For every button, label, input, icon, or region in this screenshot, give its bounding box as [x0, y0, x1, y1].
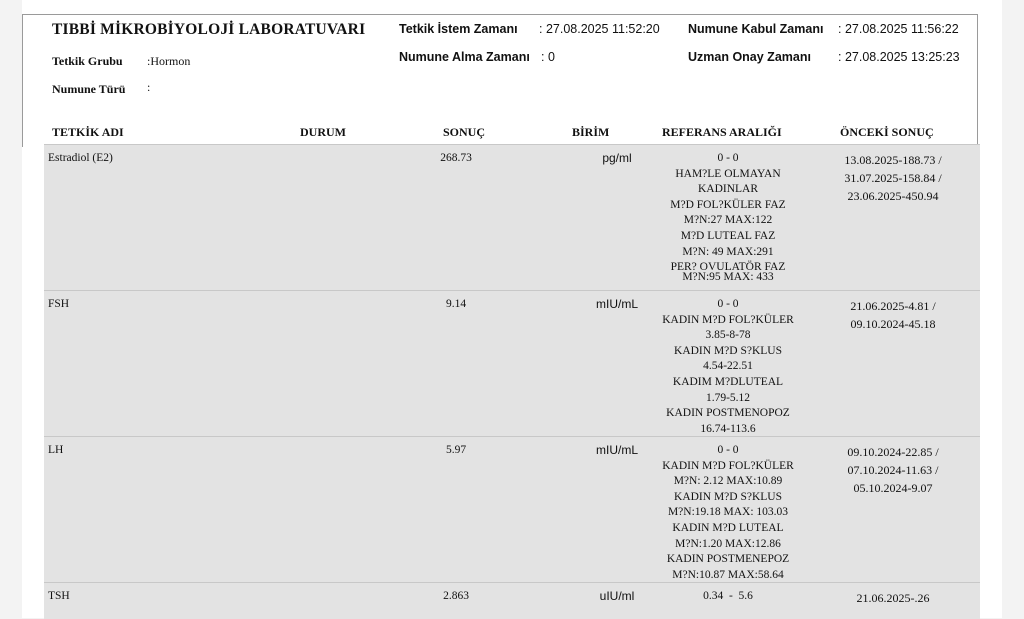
ref-line: KADIN POSTMENEPOZ — [666, 553, 790, 566]
test-unit: mIU/mL — [596, 297, 638, 311]
table-row — [44, 436, 980, 582]
col-previous-header: ÖNCEKİ SONUÇ — [840, 125, 934, 139]
table-row — [44, 290, 980, 436]
ref-line: M?D LUTEAL FAZ — [680, 229, 776, 242]
ref-line: KADIN M?D FOL?KÜLER — [662, 459, 794, 472]
test-result: 9.14 — [445, 298, 467, 310]
ref-line: M?N:95 MAX: 433 — [682, 271, 774, 284]
ref-line: 1.79-5.12 — [705, 391, 751, 404]
onay-value: : 27.08.2025 13:25:23 — [838, 50, 960, 64]
ref-line: 0 - 0 — [717, 298, 739, 310]
kabul-label: Numune Kabul Zamanı — [688, 22, 824, 36]
ref-line: KADIN M?D FOL?KÜLER — [662, 313, 794, 326]
prev-line: 21.06.2025-.26 — [856, 591, 930, 605]
reference-range — [628, 151, 828, 286]
ref-line: KADIN M?D LUTEAL — [672, 521, 784, 534]
prev-line: 05.10.2024-9.07 — [853, 481, 933, 495]
ref-line: PER? OVULATÖR FAZ — [670, 261, 786, 271]
col-unit-header: BİRİM — [572, 125, 610, 139]
test-unit: mIU/mL — [596, 443, 638, 457]
prev-line: 13.08.2025-188.73 / — [844, 153, 942, 167]
previous-results — [818, 151, 968, 205]
ref-line: M?N:1.20 MAX:12.86 — [675, 537, 781, 550]
previous-results — [818, 589, 968, 607]
onay-label: Uzman Onay Zamanı — [688, 50, 811, 64]
col-name-header: TETKİK ADI — [52, 125, 124, 139]
tetkik-grubu-label: Tetkik Grubu — [52, 54, 123, 68]
prev-line: 21.06.2025-4.81 / — [850, 299, 936, 313]
reference-range — [628, 297, 828, 437]
alma-value: : 0 — [541, 50, 555, 64]
table-row — [44, 582, 980, 619]
ref-line: 16.74-113.6 — [700, 422, 756, 435]
ref-line: KADIN M?D S?KLUS — [674, 344, 782, 357]
ref-line: KADIN M?D S?KLUS — [674, 490, 782, 503]
col-status-header: DURUM — [300, 125, 346, 139]
ref-line: M?D FOL?KÜLER FAZ — [670, 198, 786, 211]
ref-line: KADIM M?DLUTEAL — [672, 375, 784, 388]
ref-line: M?N: 2.12 MAX:10.89 — [673, 475, 783, 488]
prev-line: 23.06.2025-450.94 — [847, 189, 939, 203]
numune-turu-label: Numune Türü — [52, 82, 126, 96]
test-name: Estradiol (E2) — [48, 152, 113, 164]
test-result: 2.863 — [443, 590, 469, 602]
ref-line: M?N:19.18 MAX: 103.03 — [667, 506, 789, 519]
istem-label: Tetkik İstem Zamanı — [399, 22, 518, 36]
prev-line: 09.10.2024-22.85 / — [847, 445, 939, 459]
test-unit: uIU/ml — [599, 589, 635, 603]
ref-line: KADIN POSTMENOPOZ — [666, 407, 790, 420]
test-result: 5.97 — [445, 444, 467, 456]
alma-label: Numune Alma Zamanı — [399, 50, 530, 64]
tetkik-grubu-value: :Hormon — [147, 54, 191, 68]
numune-turu-value: : — [147, 80, 151, 94]
ref-line: 0 - 0 — [717, 444, 739, 456]
istem-value: : 27.08.2025 11:52:20 — [539, 22, 660, 36]
col-reference-header: REFERANS ARALIĞI — [662, 125, 782, 139]
reference-range — [628, 443, 828, 583]
ref-line: 3.85-8-78 — [705, 329, 751, 342]
previous-results — [818, 443, 968, 497]
previous-results — [818, 297, 968, 333]
ref-line: M?N:10.87 MAX:58.64 — [672, 568, 784, 581]
test-name: FSH — [48, 298, 70, 310]
prev-line: 31.07.2025-158.84 / — [844, 171, 942, 185]
test-result: 268.73 — [440, 152, 472, 164]
col-result-header: SONUÇ — [443, 125, 486, 139]
lab-title: TIBBİ MİKROBİYOLOJİ LABORATUVARI — [52, 21, 366, 38]
table-row — [44, 144, 980, 291]
test-name: LH — [48, 444, 64, 456]
ref-line: 0 - 0 — [717, 152, 739, 164]
prev-line: 07.10.2024-11.63 / — [847, 463, 939, 477]
reference-range — [628, 589, 828, 605]
kabul-value: : 27.08.2025 11:56:22 — [838, 22, 959, 36]
ref-line: 4.54-22.51 — [703, 360, 753, 373]
prev-line: 09.10.2024-45.18 — [850, 317, 936, 331]
ref-line: M?N: 49 MAX:291 — [682, 245, 774, 258]
test-unit: pg/ml — [602, 151, 632, 165]
ref-line: HAM?LE OLMAYAN — [675, 167, 781, 180]
ref-line: KADINLAR — [697, 183, 759, 196]
test-name: TSH — [48, 590, 70, 602]
ref-line: 0.34 - 5.6 — [703, 590, 753, 602]
ref-line: M?N:27 MAX:122 — [683, 214, 773, 227]
